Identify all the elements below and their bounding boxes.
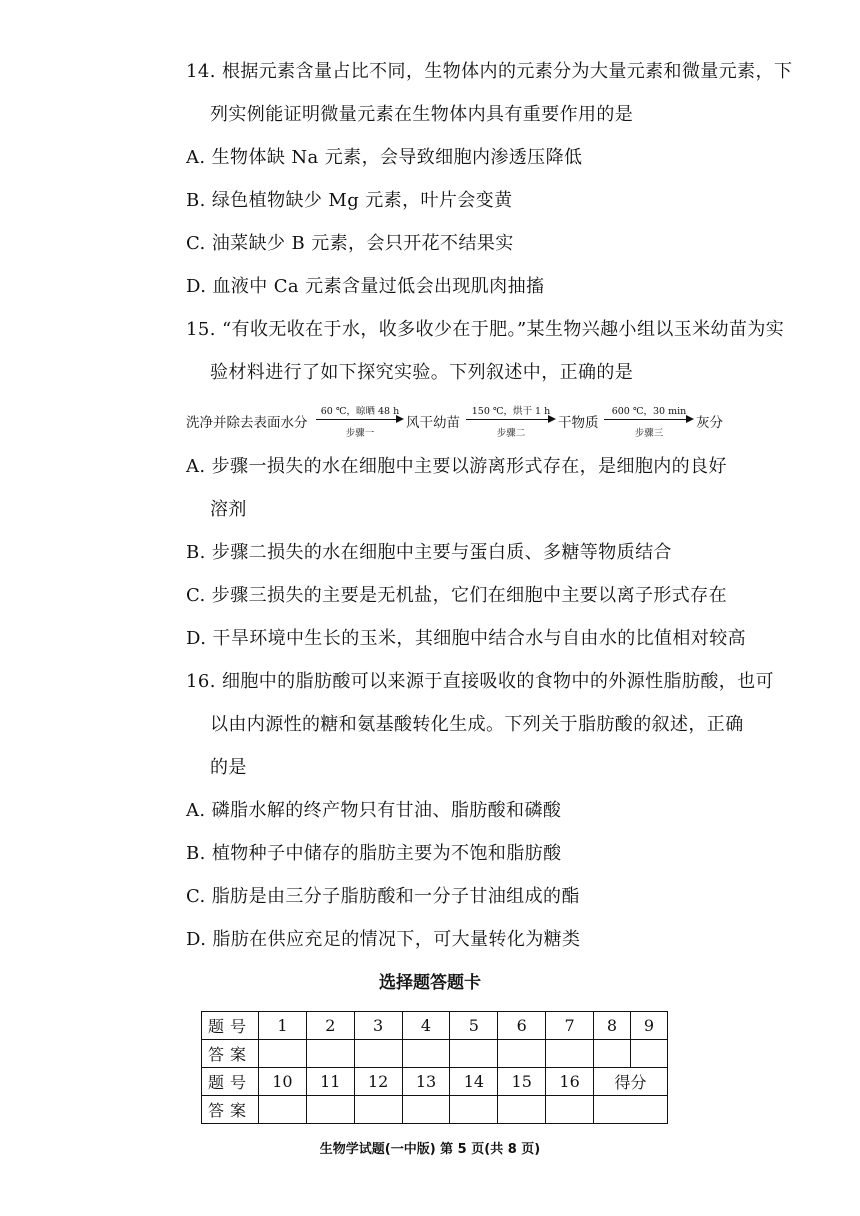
q14-stem-line2: 列实例能证明微量元素在生物体内具有重要作用的是 (210, 104, 634, 125)
flow-mid1: 风干幼苗 (406, 415, 460, 431)
answer-cell[interactable] (546, 1040, 594, 1068)
q15-stem-line2: 验材料进行了如下探究实验。下列叙述中，正确的是 (210, 362, 634, 383)
answer-cell[interactable] (306, 1040, 354, 1068)
q16-option-c: C. 脂肪是由三分子脂肪酸和一分子甘油组成的酯 (186, 886, 580, 907)
flow-arrow-step1 (316, 403, 404, 439)
score-cell[interactable] (594, 1096, 668, 1124)
q15-stem-line1: 15. “有收无收在于水，收多收少在于肥。”某生物兴趣小组以玉米幼苗为实 (186, 319, 785, 340)
number-label-cell: 题号 (202, 1012, 259, 1040)
answer-label-cell: 答案 (202, 1096, 259, 1124)
step1-condition: 60 ℃，晾晒 48 h (320, 406, 400, 417)
number-cell: 9 (630, 1012, 667, 1040)
number-cell: 5 (450, 1012, 498, 1040)
answer-label-cell: 答案 (202, 1040, 259, 1068)
answer-cell[interactable] (306, 1096, 354, 1124)
q15-option-d: D. 干旱环境中生长的玉米，其细胞中结合水与自由水的比值相对较高 (186, 628, 747, 649)
number-cell: 8 (594, 1012, 631, 1040)
q16-option-a: A. 磷脂水解的终产物只有甘油、脂肪酸和磷酸 (186, 800, 562, 821)
answer-cell[interactable] (354, 1040, 402, 1068)
score-label-cell: 得分 (594, 1068, 668, 1096)
answer-cell[interactable] (450, 1040, 498, 1068)
answer-cell[interactable] (259, 1096, 307, 1124)
q14-option-c: C. 油菜缺少 B 元素，会只开花不结果实 (186, 233, 514, 254)
flow-arrow-step3 (604, 403, 694, 439)
number-cell: 4 (402, 1012, 450, 1040)
q15-option-c: C. 步骤三损失的主要是无机盐，它们在细胞中主要以离子形式存在 (186, 585, 727, 606)
q16-stem-line2: 以由内源性的糖和氨基酸转化生成。下列关于脂肪酸的叙述，正确 (210, 714, 744, 735)
q15-option-b: B. 步骤二损失的水在细胞中主要与蛋白质、多糖等物质结合 (186, 542, 672, 563)
table-row (202, 1096, 668, 1124)
number-cell: 2 (306, 1012, 354, 1040)
answer-cell[interactable] (450, 1096, 498, 1124)
table-row (202, 1040, 668, 1068)
step3-condition: 600 ℃，30 min (611, 406, 687, 417)
number-cell: 1 (259, 1012, 307, 1040)
answer-card-table (201, 1011, 668, 1124)
q16-option-d: D. 脂肪在供应充足的情况下，可大量转化为糖类 (186, 929, 581, 950)
table-row (202, 1012, 668, 1040)
answer-cell[interactable] (594, 1040, 631, 1068)
flow-arrow-step2 (466, 403, 556, 439)
q14-option-b: B. 绿色植物缺少 Mg 元素，叶片会变黄 (186, 190, 513, 211)
number-cell: 10 (259, 1068, 307, 1096)
number-cell: 3 (354, 1012, 402, 1040)
number-cell: 14 (450, 1068, 498, 1096)
q15-option-a-line2: 溶剂 (210, 499, 247, 520)
number-cell: 16 (546, 1068, 594, 1096)
number-cell: 7 (546, 1012, 594, 1040)
number-cell: 6 (498, 1012, 546, 1040)
answer-cell[interactable] (630, 1040, 667, 1068)
number-cell: 11 (306, 1068, 354, 1096)
step1-label: 步骤一 (345, 428, 375, 439)
q16-option-b: B. 植物种子中储存的脂肪主要为不饱和脂肪酸 (186, 843, 562, 864)
answer-cell[interactable] (498, 1096, 546, 1124)
answer-cell[interactable] (259, 1040, 307, 1068)
number-cell: 15 (498, 1068, 546, 1096)
experiment-flow-diagram (186, 403, 726, 439)
answer-card-title: 选择题答题卡 (379, 973, 481, 993)
answer-cell[interactable] (402, 1040, 450, 1068)
step3-label: 步骤三 (634, 428, 664, 439)
step2-label: 步骤二 (496, 428, 526, 439)
q14-option-a: A. 生物体缺 Na 元素，会导致细胞内渗透压降低 (186, 147, 583, 168)
q14-stem-line1: 14. 根据元素含量占比不同，生物体内的元素分为大量元素和微量元素，下 (186, 61, 793, 82)
flow-end: 灰分 (696, 415, 723, 431)
number-label-cell: 题号 (202, 1068, 259, 1096)
answer-cell[interactable] (402, 1096, 450, 1124)
number-cell: 12 (354, 1068, 402, 1096)
q14-option-d: D. 血液中 Ca 元素含量过低会出现肌肉抽搐 (186, 276, 545, 297)
flow-mid2: 干物质 (558, 415, 599, 431)
q16-stem-line1: 16. 细胞中的脂肪酸可以来源于直接吸收的食物中的外源性脂肪酸，也可 (186, 671, 774, 692)
q15-option-a-line1: A. 步骤一损失的水在细胞中主要以游离形式存在，是细胞内的良好 (186, 456, 727, 477)
q16-stem-line3: 的是 (210, 757, 247, 778)
number-cell: 13 (402, 1068, 450, 1096)
page-footer: 生物学试题(一中版) 第 5 页(共 8 页) (319, 1142, 541, 1157)
flow-start: 洗净并除去表面水分 (186, 415, 308, 431)
step2-condition: 150 ℃，烘干 1 h (471, 406, 551, 417)
table-row (202, 1068, 668, 1096)
answer-cell[interactable] (354, 1096, 402, 1124)
answer-cell[interactable] (546, 1096, 594, 1124)
answer-cell[interactable] (498, 1040, 546, 1068)
